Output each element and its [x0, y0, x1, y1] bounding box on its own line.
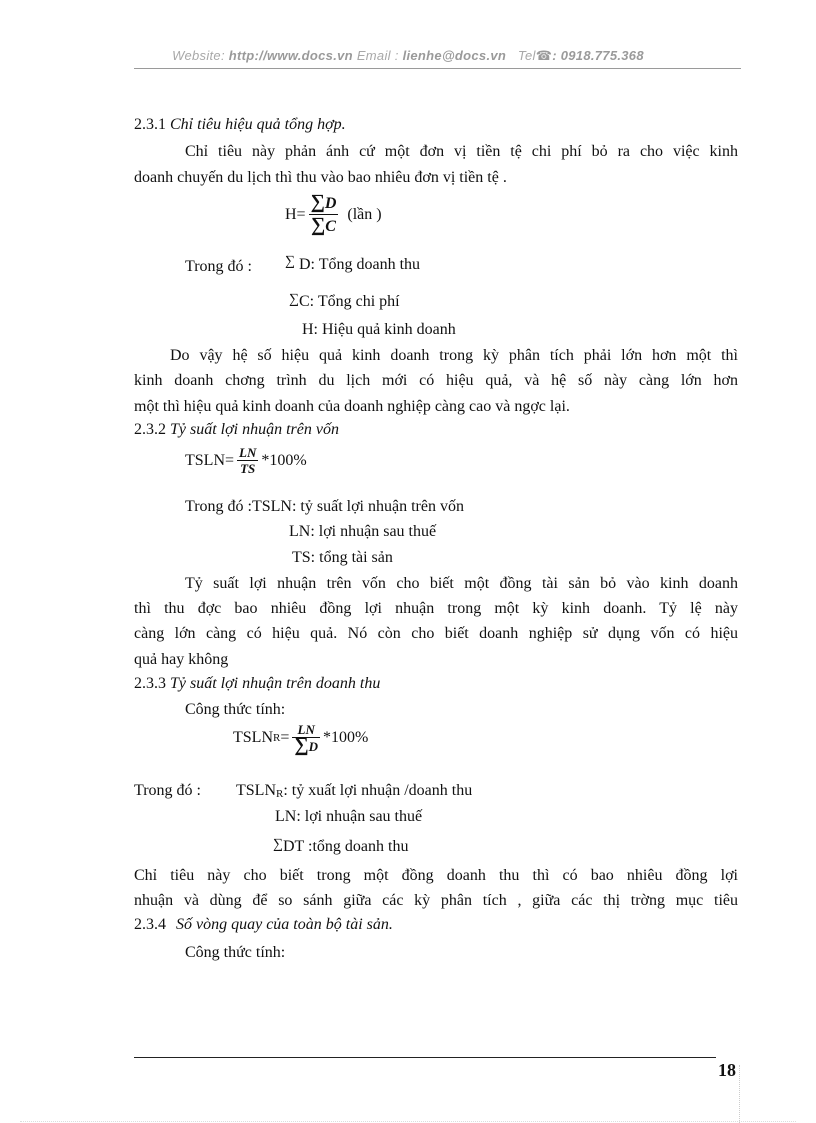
where-label: Trong đó : — [134, 782, 201, 799]
fraction-denominator — [292, 734, 320, 756]
section-number: 2.3.4 — [134, 916, 166, 933]
fraction — [237, 445, 258, 476]
section-title: Tỷ suất lợi nhuận trên vốn — [170, 421, 339, 438]
definition-text: TSLN: tỷ suất lợi nhuận trên vốn — [251, 498, 464, 515]
header-divider — [134, 68, 741, 69]
sigma-symbol: ∑ — [285, 254, 295, 269]
tel-value: : 0918.775.368 — [552, 48, 644, 63]
definition-line — [273, 835, 408, 857]
paragraph-line: Tỷ suất lợi nhuận trên vốn cho biết một đồng tài sản bỏ vào kinh doanh — [185, 575, 738, 592]
paragraph-line: Do vậy hệ số hiệu quả kinh doanh trong kỳ phân tích phải lớn hơn một thì — [170, 347, 738, 364]
website-label: Website: — [172, 48, 225, 63]
page-bottom-border — [20, 1121, 796, 1122]
section-2-3-1-heading — [134, 116, 346, 134]
footer-divider — [134, 1057, 716, 1058]
where-label: Trong đó : — [185, 258, 252, 275]
definition-line — [285, 252, 420, 275]
paragraph-line: kinh doanh chơng trình du lịch mới có hiệu quả, và hệ số này càng lớn hơn — [134, 372, 738, 389]
paragraph-line: Chỉ tiêu này cho biết trong một đồng doanh thu thì có bao nhiêu đồng lợi — [134, 867, 738, 884]
formula-lhs-subscript: R — [273, 732, 281, 744]
definition-line — [236, 781, 472, 804]
paragraph-line: một thì hiệu quả kinh doanh của doanh nghiệp càng cao và ngợc lại. — [134, 398, 570, 415]
definition-line — [185, 497, 464, 517]
sigma-symbol: ∑ — [273, 837, 283, 852]
definition-line: LN: lợi nhuận sau thuế — [275, 808, 423, 825]
definition-line: TS: tổng tài sản — [292, 549, 393, 566]
fraction-numerator: LN — [239, 445, 257, 460]
where-label: Trong đó : — [185, 498, 252, 515]
denominator-text: D — [308, 739, 319, 754]
formula-rhs: *100% — [261, 451, 307, 469]
phone-icon: ☎ — [535, 48, 553, 63]
formula-intro: Công thức tính: — [185, 701, 286, 718]
section-title: Chỉ tiêu hiệu quả tổng hợp. — [170, 116, 346, 133]
formula-equals: = — [280, 729, 290, 746]
formula-lhs: TSLN — [233, 729, 273, 746]
paragraph-line: nhuận và dùng để so sánh giữa các kỳ phân tích , giữa các thị trờng mục tiêu — [134, 892, 738, 909]
page-number: 18 — [718, 1060, 736, 1080]
formula-tsln-revenue — [233, 722, 368, 754]
definition-text: D: Tổng doanh thu — [298, 256, 421, 273]
email-value[interactable]: lienhe@docs.vn — [402, 48, 507, 63]
section-title: Tỷ suất lợi nhuận trên doanh thu — [170, 675, 381, 692]
paragraph-line: quả hay không — [134, 651, 229, 668]
section-2-3-3-heading — [134, 675, 380, 693]
section-2-3-2-heading — [134, 421, 339, 439]
formula-rhs: *100% — [323, 729, 369, 746]
fraction — [309, 192, 339, 237]
formula-unit: (lần ) — [347, 205, 382, 223]
definition-text: C: Tổng chi phí — [298, 293, 400, 310]
sigma-symbol: ∑ — [294, 734, 309, 756]
definition-main: TSLN — [236, 782, 276, 799]
definition-text: : tỷ xuất lợi nhuận /doanh thu — [283, 782, 473, 799]
definition-line: LN: lợi nhuận sau thuế — [289, 523, 437, 540]
sigma-symbol: ∑ — [311, 214, 326, 236]
page-corner-mark — [739, 1065, 740, 1123]
paragraph-line: càng lớn càng có hiệu quả. Nó còn cho biết doanh nghiệp sử dụng vốn có hiệu — [134, 625, 738, 642]
paragraph-line: thì thu đợc bao nhiêu đồng lợi nhuận trong một kỳ kinh doanh. Tỷ lệ này — [134, 600, 738, 617]
formula-intro: Công thức tính: — [185, 944, 286, 961]
section-number: 2.3.3 — [134, 675, 166, 692]
numerator-text: D — [324, 195, 337, 212]
formula-tsln-capital — [185, 445, 307, 476]
tel-label: Tel — [517, 48, 536, 63]
section-number: 2.3.1 — [134, 116, 166, 133]
section-2-3-4-heading — [134, 916, 393, 934]
fraction — [292, 722, 320, 754]
fraction-denominator: TS — [240, 461, 256, 476]
email-label: Email : — [356, 48, 399, 63]
denominator-text: C — [325, 218, 336, 235]
definition-subscript: R — [276, 788, 284, 800]
definition-line — [289, 290, 400, 312]
formula-lhs: TSLN= — [185, 451, 235, 469]
fraction-denominator — [309, 215, 338, 237]
formula-lhs: H= — [285, 205, 306, 223]
fraction-numerator — [309, 192, 339, 214]
definition-text: DT :tổng doanh thu — [282, 838, 409, 855]
sigma-symbol: ∑ — [289, 292, 299, 307]
section-title: Số vòng quay của toàn bộ tài sản. — [176, 916, 393, 933]
fraction-numerator: LN — [297, 722, 315, 737]
definition-line: H: Hiệu quả kinh doanh — [302, 321, 456, 338]
section-number: 2.3.2 — [134, 421, 166, 438]
sigma-symbol: ∑ — [310, 191, 325, 213]
page-header — [0, 48, 816, 64]
paragraph-line: Chỉ tiêu này phản ánh cứ một đơn vị tiền tệ chi phí bỏ ra cho việc kinh — [185, 143, 738, 160]
website-url[interactable]: http://www.docs.vn — [228, 48, 353, 63]
formula-efficiency — [285, 192, 382, 237]
paragraph-line: doanh chuyến du lịch thì thu vào bao nhiêu đơn vị tiền tệ . — [134, 169, 507, 186]
